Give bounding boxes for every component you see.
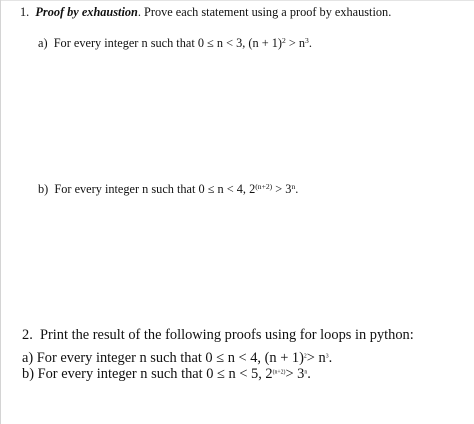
question-2a-exponent-2: 3 xyxy=(325,353,329,360)
question-2b-end: . xyxy=(307,366,311,382)
question-2b-exponent-2: n xyxy=(304,369,308,376)
question-2-number: 2. xyxy=(22,327,33,343)
question-2b-middle: > 3 xyxy=(285,366,305,382)
question-1-number: 1. xyxy=(20,5,30,19)
question-2b xyxy=(22,367,311,381)
question-1b-exponent-2: n xyxy=(291,181,296,191)
page-top-border xyxy=(0,0,474,1)
question-2-title: Print the result of the following proofs using for loops in python: xyxy=(40,327,414,343)
question-2a-exponent-1: 2 xyxy=(303,353,307,360)
question-1b-middle: > 3 xyxy=(272,182,292,196)
question-1a xyxy=(38,37,312,49)
question-1-title: Proof by exhaustion xyxy=(35,5,138,19)
question-1a-text: For every integer n such that 0 ≤ n < 3, (n + 1) xyxy=(53,36,282,50)
page-left-border xyxy=(0,0,1,424)
question-2-heading xyxy=(22,328,414,342)
question-1a-exponent-1: 2 xyxy=(281,35,286,45)
question-1a-label: a) xyxy=(38,36,48,50)
question-1-heading xyxy=(20,6,391,18)
question-1b-label: b) xyxy=(38,182,49,196)
question-2a-label: a) xyxy=(22,350,34,366)
question-2a xyxy=(22,351,332,365)
question-2b-exponent-1: (n+2) xyxy=(272,369,286,376)
question-2b-label: b) xyxy=(22,366,34,382)
question-2a-end: . xyxy=(328,350,333,366)
question-2a-text: For every integer n such that 0 ≤ n < 4, (n + 1) xyxy=(36,350,304,366)
question-1-instruction: . Prove each statement using a proof by exhaustion. xyxy=(137,5,392,19)
question-2b-text: For every integer n such that 0 ≤ n < 5, 2 xyxy=(37,366,273,382)
question-1b-end: . xyxy=(295,182,299,196)
question-1a-end: . xyxy=(308,36,312,50)
question-1a-exponent-2: 3 xyxy=(305,35,309,45)
question-1b xyxy=(38,183,298,195)
question-1b-exponent-1: (n+2) xyxy=(255,181,273,191)
question-2a-middle: > n xyxy=(306,350,326,366)
question-1b-text: For every integer n such that 0 ≤ n < 4, 2 xyxy=(54,182,256,196)
question-1a-middle: > n xyxy=(285,36,306,50)
